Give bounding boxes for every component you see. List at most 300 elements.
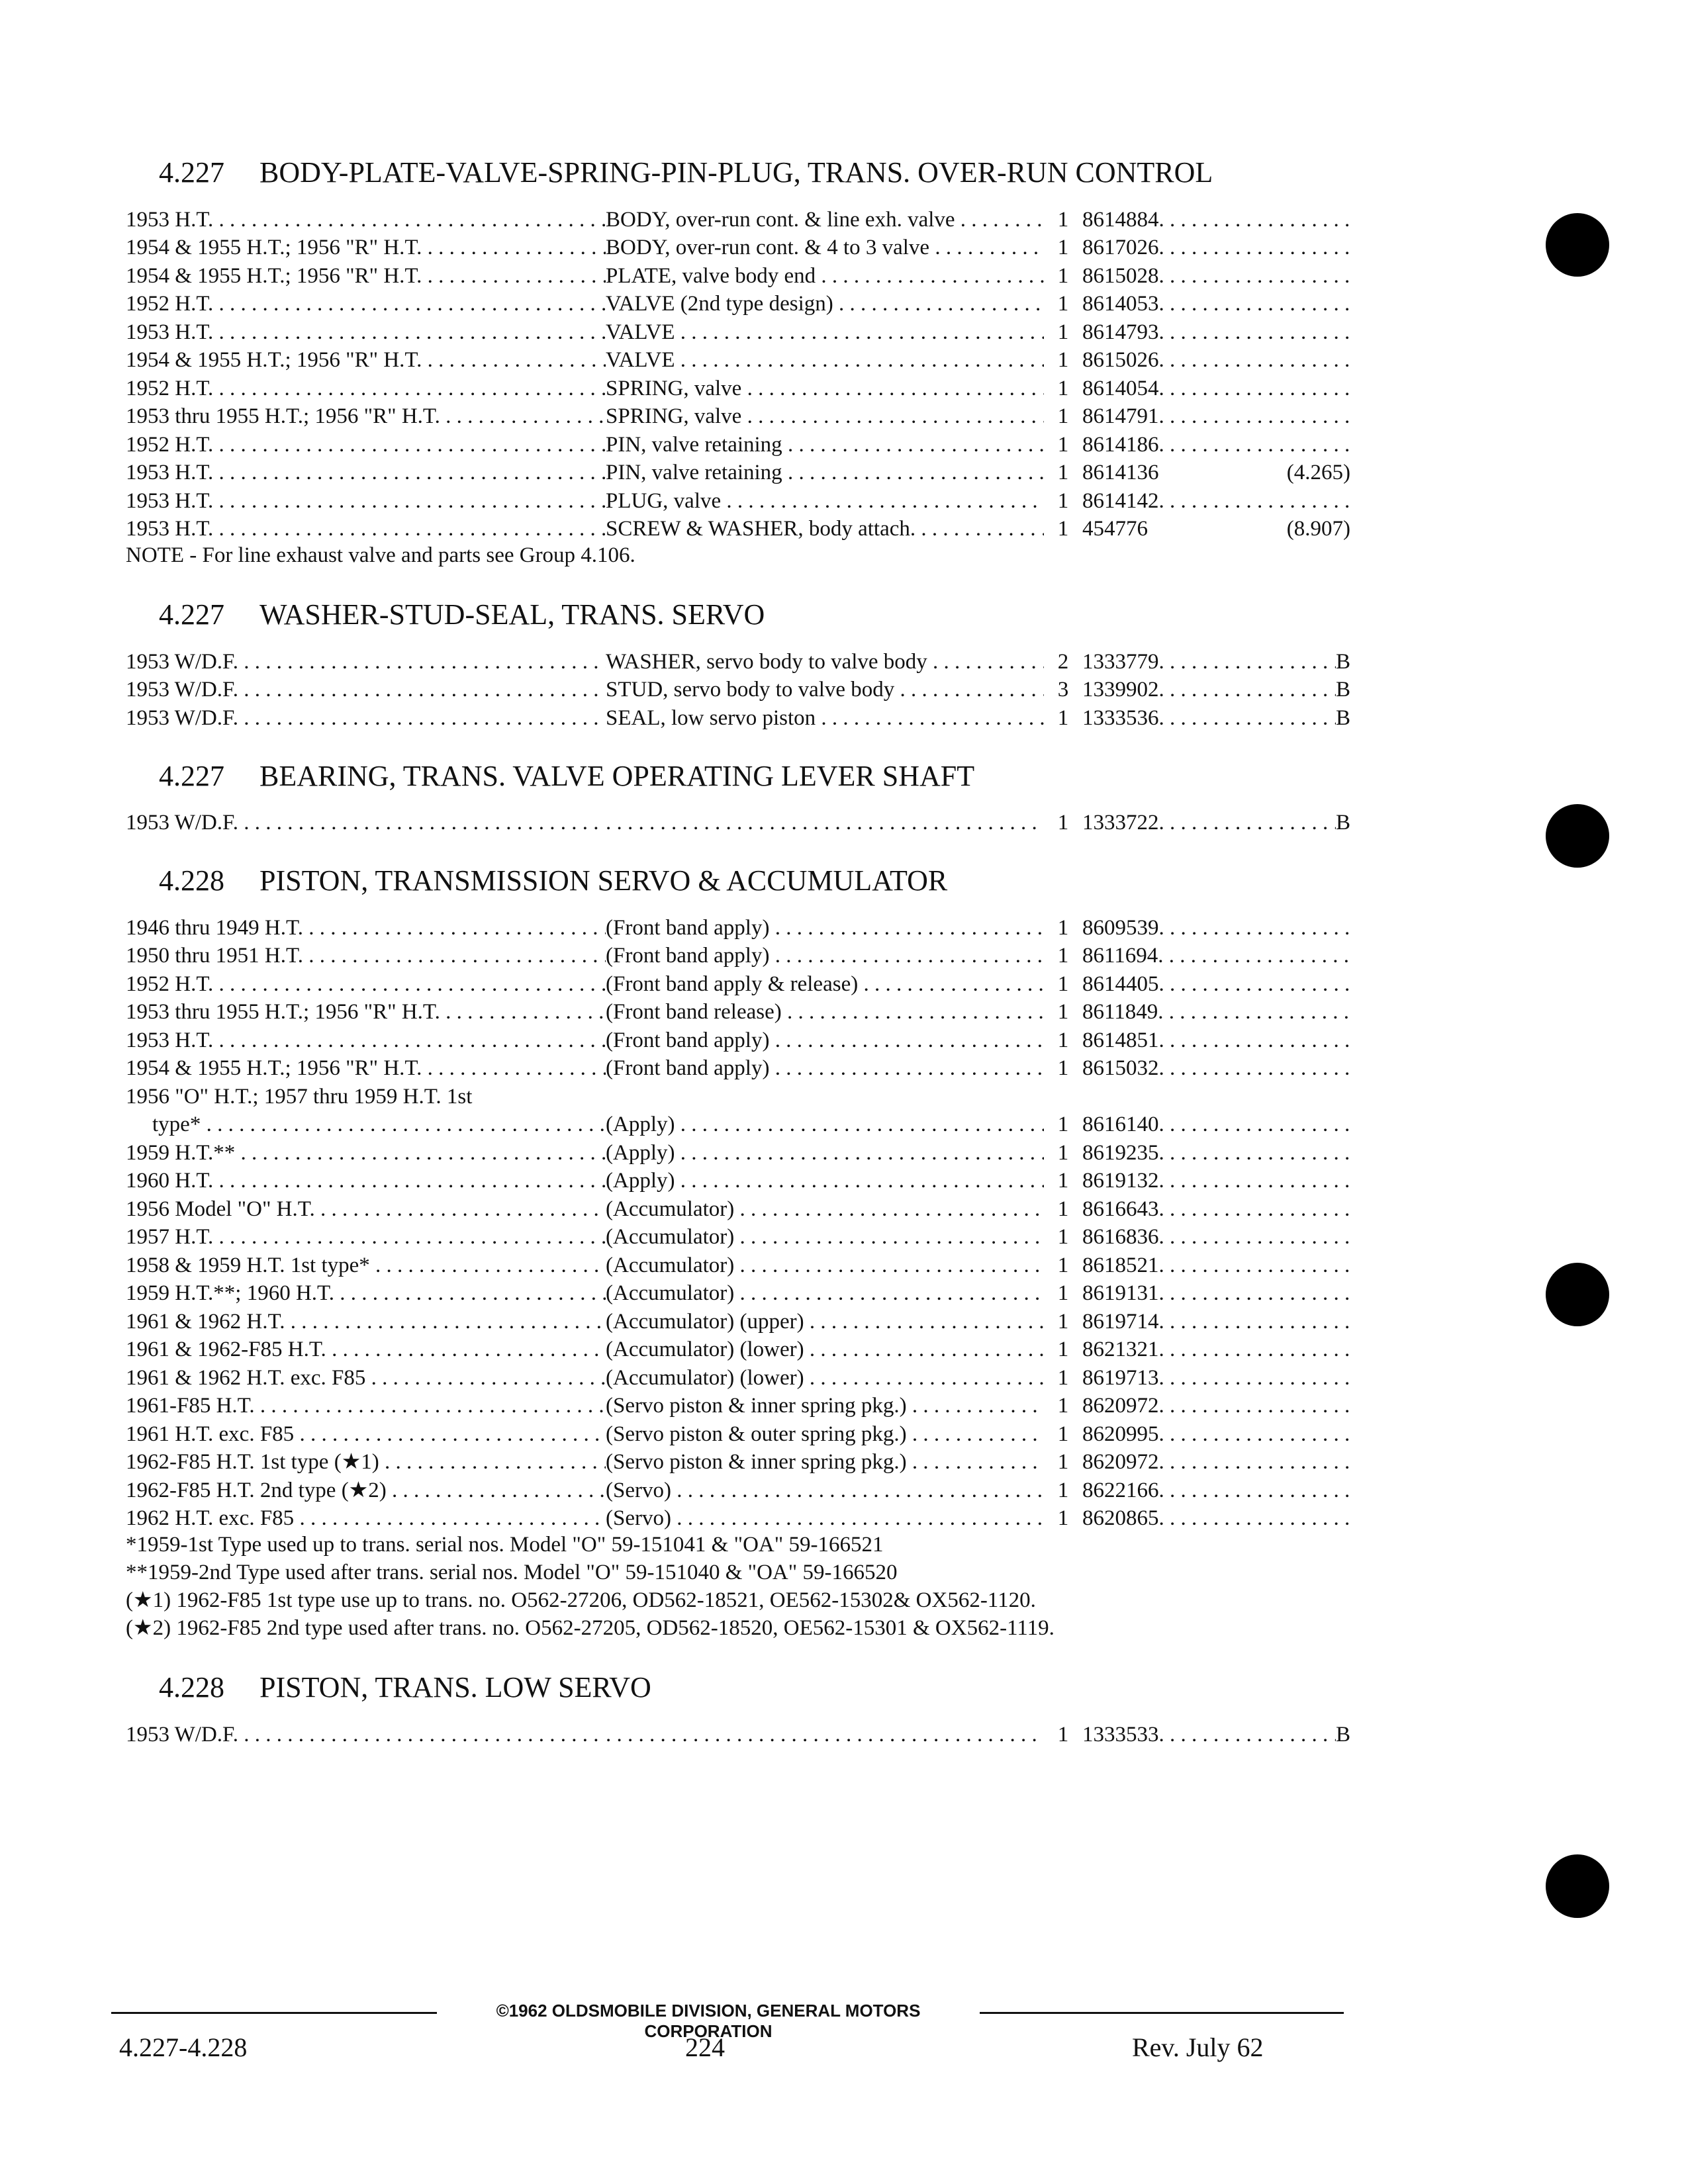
quantity-cell: 1 bbox=[1057, 461, 1069, 484]
description-text: (Front band release) . . . bbox=[606, 1000, 1044, 1024]
quantity-cell: 1 bbox=[1057, 811, 1069, 835]
part-line bbox=[1082, 1281, 1350, 1306]
description-cell bbox=[606, 1165, 1044, 1194]
part-number: 8614405 bbox=[1082, 972, 1159, 996]
parts-section bbox=[126, 1671, 1350, 1747]
part-number: 8619131 bbox=[1082, 1281, 1159, 1305]
section-note: **1959-2nd Type used after trans. serial nos. Model "O" 59-151040 & "OA" 59-166520 bbox=[126, 1561, 898, 1584]
model-cell bbox=[126, 289, 606, 317]
parts-row bbox=[126, 1306, 1350, 1334]
parts-row bbox=[126, 1109, 1350, 1138]
description-cell bbox=[606, 260, 1044, 289]
description-cell bbox=[606, 1390, 1044, 1419]
part-number-cell bbox=[1082, 1165, 1350, 1194]
dot-leader bbox=[1159, 972, 1351, 997]
dot-leader bbox=[1159, 1450, 1351, 1475]
model-text: 1961 & 1962 H.T. exc. F85 . . . bbox=[126, 1366, 606, 1390]
part-line bbox=[1082, 348, 1350, 373]
dot-leader bbox=[1159, 1281, 1351, 1306]
parts-row bbox=[126, 1503, 1350, 1531]
part-number-cell bbox=[1082, 401, 1350, 430]
parts-row bbox=[126, 1222, 1350, 1250]
part-number-cell bbox=[1082, 204, 1350, 232]
parts-row bbox=[126, 204, 1350, 232]
part-number-cell bbox=[1082, 1193, 1350, 1222]
part-line bbox=[1082, 1479, 1350, 1503]
part-number: 8614884 bbox=[1082, 207, 1159, 232]
model-cell bbox=[126, 807, 606, 836]
description-text: WASHER, servo body to valve body . . . bbox=[606, 650, 1044, 674]
description-text: VALVE . . . bbox=[606, 320, 1044, 345]
parts-row bbox=[126, 1362, 1350, 1390]
description-cell bbox=[606, 1109, 1044, 1138]
model-text: 1954 & 1955 H.T.; 1956 "R" H.T. . . . bbox=[126, 236, 606, 260]
description-cell bbox=[606, 1193, 1044, 1222]
part-number: 8615028 bbox=[1082, 263, 1159, 288]
dot-leader bbox=[1159, 1338, 1351, 1362]
description-text: SPRING, valve . . . bbox=[606, 377, 1044, 401]
description-cell bbox=[606, 702, 1044, 731]
description-text: (Servo piston & inner spring pkg.) . . . bbox=[606, 1394, 1044, 1418]
quantity-cell: 1 bbox=[1057, 1365, 1069, 1390]
part-line bbox=[1082, 944, 1350, 968]
dot-leader bbox=[1158, 944, 1350, 968]
parts-row bbox=[126, 345, 1350, 373]
model-cell bbox=[126, 997, 606, 1025]
parts-row bbox=[126, 1418, 1350, 1447]
description-cell bbox=[606, 345, 1044, 373]
dot-leader bbox=[1159, 678, 1336, 702]
part-number-cell bbox=[1082, 1418, 1350, 1447]
parts-row bbox=[126, 289, 1350, 317]
part-number-cell bbox=[1082, 1334, 1350, 1363]
part-number: 8614054 bbox=[1082, 376, 1159, 400]
dot-leader bbox=[1158, 1000, 1350, 1024]
description-cell bbox=[606, 997, 1044, 1025]
description-text: PIN, valve retaining . . . bbox=[606, 461, 1044, 485]
parts-row bbox=[126, 316, 1350, 345]
parts-table bbox=[126, 646, 1350, 731]
model-cell bbox=[126, 1109, 606, 1138]
dot-leader bbox=[1159, 1723, 1336, 1747]
model-cell bbox=[126, 1137, 606, 1165]
part-number-cell bbox=[1082, 1222, 1350, 1250]
quantity-cell: 1 bbox=[1057, 944, 1069, 968]
model-cell bbox=[126, 1503, 606, 1531]
model-cell bbox=[126, 1390, 606, 1419]
quantity-cell: 1 bbox=[1057, 1506, 1069, 1530]
model-text: 1952 H.T. . . . bbox=[126, 433, 606, 457]
part-number-cell bbox=[1082, 1081, 1350, 1109]
section-title: BODY-PLATE-VALVE-SPRING-PIN-PLUG, TRANS. OVER-RUN CONTROL bbox=[259, 156, 1213, 189]
part-number-cell bbox=[1082, 1719, 1350, 1747]
dot-leader bbox=[1159, 1253, 1351, 1278]
part-number-cell bbox=[1082, 345, 1350, 373]
part-line bbox=[1082, 1141, 1350, 1165]
part-number-cell bbox=[1082, 1447, 1350, 1475]
description-cell bbox=[606, 485, 1044, 514]
description-text: (Front band apply & release) . . . bbox=[606, 972, 1044, 997]
source-code: B bbox=[1335, 811, 1350, 835]
description-cell bbox=[606, 1081, 1044, 1109]
model-text: 1956 Model "O" H.T. . . . bbox=[126, 1197, 606, 1222]
part-number-cell bbox=[1082, 1306, 1350, 1334]
part-number-cell bbox=[1082, 514, 1350, 542]
part-number-cell bbox=[1082, 807, 1350, 836]
quantity-cell: 1 bbox=[1057, 1000, 1069, 1024]
part-number-cell bbox=[1082, 940, 1350, 969]
parts-row bbox=[126, 1250, 1350, 1278]
quantity-cell: 1 bbox=[1057, 236, 1069, 259]
model-cell bbox=[126, 940, 606, 969]
model-text: 1953 H.T. . . . bbox=[126, 1028, 606, 1053]
source-code: B bbox=[1335, 649, 1350, 674]
quantity-cell: 3 bbox=[1057, 678, 1069, 702]
model-text: 1961 & 1962 H.T. . . . bbox=[126, 1310, 606, 1334]
dot-leader bbox=[1159, 264, 1351, 289]
part-number-cell bbox=[1082, 457, 1350, 486]
part-number-cell bbox=[1082, 1503, 1350, 1531]
model-text: 1953 W/D.F. . . . bbox=[126, 650, 606, 674]
part-number: 8619132 bbox=[1082, 1169, 1159, 1193]
parts-row bbox=[126, 1390, 1350, 1419]
dot-leader bbox=[1159, 1422, 1351, 1447]
description-text: (Accumulator) (lower) . . . bbox=[606, 1366, 1044, 1390]
part-number: 8609539 bbox=[1082, 915, 1159, 940]
model-cell bbox=[126, 514, 606, 542]
part-line bbox=[1082, 1225, 1350, 1250]
part-number-cell bbox=[1082, 1390, 1350, 1419]
dot-leader bbox=[1159, 1113, 1351, 1137]
model-cell bbox=[126, 912, 606, 940]
reference-group: (4.265) bbox=[1286, 461, 1350, 484]
model-cell bbox=[126, 1475, 606, 1503]
model-text: 1962-F85 H.T. 2nd type (★2) . . . bbox=[126, 1477, 606, 1503]
part-number-cell bbox=[1082, 968, 1350, 997]
dot-leader bbox=[1159, 706, 1336, 731]
model-text: 1953 H.T. . . . bbox=[126, 517, 606, 541]
model-cell bbox=[126, 316, 606, 345]
part-line bbox=[1082, 377, 1350, 401]
model-cell bbox=[126, 345, 606, 373]
part-number: 1333722 bbox=[1082, 811, 1159, 835]
part-number-cell bbox=[1082, 912, 1350, 940]
model-text: 1953 W/D.F. . . . bbox=[126, 678, 606, 702]
dot-leader bbox=[1159, 1197, 1351, 1222]
part-number: 1333779 bbox=[1082, 649, 1159, 674]
footer-page-number: 224 bbox=[685, 2032, 725, 2062]
parts-row bbox=[126, 485, 1350, 514]
section-number: 4.227 bbox=[159, 156, 224, 189]
model-text: 1961-F85 H.T. . . . bbox=[126, 1394, 606, 1418]
description-text: (Servo) . . . bbox=[606, 1506, 1044, 1531]
quantity-cell: 1 bbox=[1057, 488, 1069, 513]
part-number: 8620995 bbox=[1082, 1422, 1159, 1446]
part-line bbox=[1082, 1253, 1350, 1278]
quantity-cell: 1 bbox=[1057, 1169, 1069, 1193]
model-cell bbox=[126, 1053, 606, 1081]
description-text: SEAL, low servo piston . . . bbox=[606, 706, 1044, 731]
part-number: 8619235 bbox=[1082, 1140, 1159, 1165]
model-text: 1960 H.T. . . . bbox=[126, 1169, 606, 1193]
parts-section bbox=[126, 156, 1350, 569]
footer-group-range: 4.227-4.228 bbox=[119, 2032, 248, 2062]
model-text: 1953 thru 1955 H.T.; 1956 "R" H.T. . . . bbox=[126, 404, 606, 429]
description-cell bbox=[606, 674, 1044, 703]
parts-row bbox=[126, 1334, 1350, 1363]
part-number: 1339902 bbox=[1082, 678, 1159, 702]
parts-row bbox=[126, 940, 1350, 969]
part-line bbox=[1082, 811, 1350, 835]
model-cell bbox=[126, 1165, 606, 1194]
part-line bbox=[1082, 264, 1350, 289]
description-text bbox=[606, 1723, 1044, 1747]
quantity-cell: 1 bbox=[1057, 320, 1069, 344]
description-text: PLATE, valve body end . . . bbox=[606, 264, 1044, 289]
parts-row bbox=[126, 912, 1350, 940]
dot-leader bbox=[1159, 1141, 1351, 1165]
description-cell bbox=[606, 1475, 1044, 1503]
part-number: 1333533 bbox=[1082, 1722, 1159, 1747]
model-cell bbox=[126, 485, 606, 514]
part-line bbox=[1082, 292, 1350, 316]
model-text: 1953 H.T. . . . bbox=[126, 461, 606, 485]
section-heading bbox=[126, 156, 1350, 189]
parts-row bbox=[126, 1719, 1350, 1747]
part-number-cell bbox=[1082, 429, 1350, 457]
model-cell bbox=[126, 968, 606, 997]
part-number: 8620865 bbox=[1082, 1506, 1159, 1530]
model-cell bbox=[126, 1024, 606, 1053]
quantity-cell: 1 bbox=[1057, 348, 1069, 372]
part-number: 8614793 bbox=[1082, 320, 1159, 344]
model-text: 1958 & 1959 H.T. 1st type* . . . bbox=[126, 1253, 606, 1278]
quantity-cell: 1 bbox=[1057, 292, 1069, 316]
part-line bbox=[1082, 1310, 1350, 1334]
model-cell bbox=[126, 373, 606, 401]
dot-leader bbox=[1159, 1366, 1351, 1390]
quantity-cell: 1 bbox=[1057, 1478, 1069, 1502]
dot-leader bbox=[1159, 1028, 1351, 1053]
part-number-cell bbox=[1082, 1109, 1350, 1138]
quantity-cell: 1 bbox=[1057, 1722, 1069, 1747]
section-heading bbox=[126, 760, 1350, 793]
section-heading bbox=[126, 598, 1350, 631]
model-cell bbox=[126, 702, 606, 731]
part-line bbox=[1082, 433, 1350, 457]
part-number: 8611694 bbox=[1082, 944, 1158, 968]
description-cell bbox=[606, 1278, 1044, 1306]
parts-row bbox=[126, 232, 1350, 261]
parts-row bbox=[126, 1193, 1350, 1222]
part-line bbox=[1082, 1394, 1350, 1418]
description-text: (Accumulator) (lower) . . . bbox=[606, 1338, 1044, 1362]
description-cell bbox=[606, 204, 1044, 232]
part-number: 8614136 bbox=[1082, 461, 1159, 484]
dot-leader bbox=[1159, 208, 1351, 232]
dot-leader bbox=[1159, 1056, 1351, 1081]
quantity-cell: 1 bbox=[1057, 404, 1069, 428]
part-number-cell bbox=[1082, 1278, 1350, 1306]
quantity-cell: 1 bbox=[1057, 432, 1069, 457]
quantity-cell: 2 bbox=[1057, 649, 1069, 674]
dot-leader bbox=[1159, 236, 1351, 260]
description-text: BODY, over-run cont. & 4 to 3 valve . . . bbox=[606, 236, 1044, 260]
model-cell bbox=[126, 1334, 606, 1363]
quantity-cell: 1 bbox=[1057, 1309, 1069, 1334]
part-line bbox=[1082, 404, 1350, 429]
part-number: 8616643 bbox=[1082, 1197, 1159, 1221]
model-text: 1953 thru 1955 H.T.; 1956 "R" H.T. . . . bbox=[126, 1000, 606, 1024]
model-text: 1952 H.T. . . . bbox=[126, 972, 606, 997]
section-title: WASHER-STUD-SEAL, TRANS. SERVO bbox=[259, 598, 765, 631]
dot-leader bbox=[1159, 1479, 1351, 1503]
part-number-cell bbox=[1082, 260, 1350, 289]
dot-leader bbox=[1159, 489, 1351, 514]
part-line bbox=[1082, 916, 1350, 940]
part-line bbox=[1082, 1723, 1350, 1747]
dot-leader bbox=[1159, 811, 1336, 835]
model-cell bbox=[126, 1081, 606, 1109]
footer-rule-right bbox=[973, 2012, 1344, 2014]
model-text: 1952 H.T. . . . bbox=[126, 377, 606, 401]
description-text: SCREW & WASHER, body attach. . . . bbox=[606, 517, 1044, 541]
part-line bbox=[1082, 1056, 1350, 1081]
part-line bbox=[1082, 1197, 1350, 1222]
part-line bbox=[1082, 972, 1350, 997]
quantity-cell: 1 bbox=[1057, 376, 1069, 400]
part-number: 8614186 bbox=[1082, 432, 1159, 457]
part-number: 8620972 bbox=[1082, 1450, 1159, 1474]
part-number-cell bbox=[1082, 373, 1350, 401]
parts-row bbox=[126, 1024, 1350, 1053]
quantity-cell: 1 bbox=[1057, 1225, 1069, 1249]
dot-leader bbox=[1159, 320, 1351, 345]
part-number: 8616140 bbox=[1082, 1113, 1159, 1136]
section-title: BEARING, TRANS. VALVE OPERATING LEVER SHAFT bbox=[259, 759, 975, 792]
description-cell bbox=[606, 1222, 1044, 1250]
parts-row bbox=[126, 674, 1350, 703]
part-number: 1333536 bbox=[1082, 705, 1159, 730]
parts-table bbox=[126, 807, 1350, 836]
part-number: 8618521 bbox=[1082, 1253, 1159, 1277]
part-line bbox=[1082, 706, 1350, 731]
part-number: 8614851 bbox=[1082, 1028, 1159, 1052]
part-line bbox=[1082, 517, 1350, 541]
part-line bbox=[1082, 208, 1350, 232]
part-number-cell bbox=[1082, 646, 1350, 674]
part-number: 8621321 bbox=[1082, 1338, 1159, 1361]
description-text: STUD, servo body to valve body . . . bbox=[606, 678, 1044, 702]
quantity-cell: 1 bbox=[1057, 915, 1069, 940]
parts-section bbox=[126, 864, 1350, 1642]
binder-hole-3 bbox=[1546, 1263, 1609, 1326]
quantity-cell: 1 bbox=[1057, 1338, 1069, 1361]
quantity-cell: 1 bbox=[1057, 1394, 1069, 1418]
model-text: 1953 H.T. . . . bbox=[126, 208, 606, 232]
part-number-cell bbox=[1082, 1137, 1350, 1165]
model-text: 1961 & 1962-F85 H.T. . . . bbox=[126, 1338, 606, 1362]
part-number-cell bbox=[1082, 1362, 1350, 1390]
dot-leader bbox=[1159, 916, 1351, 940]
section-note: (★2) 1962-F85 2nd type used after trans. no. O562-27205, OD562-18520, OE562-15301 & OX562-1119. bbox=[126, 1616, 1055, 1640]
model-text: 1953 W/D.F. . . . bbox=[126, 811, 606, 835]
dot-leader bbox=[1159, 650, 1336, 674]
description-cell bbox=[606, 940, 1044, 969]
section-number: 4.227 bbox=[159, 759, 224, 792]
dot-leader bbox=[1159, 433, 1351, 457]
quantity-cell: 1 bbox=[1057, 1028, 1069, 1052]
model-cell bbox=[126, 1222, 606, 1250]
description-text: (Apply) . . . bbox=[606, 1141, 1044, 1165]
model-text: 1953 W/D.F. . . . bbox=[126, 1723, 606, 1747]
model-text: 1962-F85 H.T. 1st type (★1) . . . bbox=[126, 1448, 606, 1475]
description-text: (Accumulator) . . . bbox=[606, 1225, 1044, 1250]
description-cell bbox=[606, 514, 1044, 542]
model-text: 1952 H.T. . . . bbox=[126, 292, 606, 316]
part-line bbox=[1082, 489, 1350, 514]
part-number-cell bbox=[1082, 1250, 1350, 1278]
description-text: (Accumulator) . . . bbox=[606, 1281, 1044, 1306]
part-number: 8619714 bbox=[1082, 1309, 1159, 1334]
dot-leader bbox=[1159, 348, 1351, 373]
parts-row bbox=[126, 702, 1350, 731]
quantity-cell: 1 bbox=[1057, 1113, 1069, 1136]
part-line bbox=[1082, 1169, 1350, 1193]
part-number: 8617026 bbox=[1082, 236, 1159, 259]
description-text: (Apply) . . . bbox=[606, 1113, 1044, 1137]
parts-section bbox=[126, 598, 1350, 731]
description-text: (Apply) . . . bbox=[606, 1169, 1044, 1193]
parts-section bbox=[126, 760, 1350, 836]
part-number: 454776 bbox=[1082, 517, 1148, 541]
dot-leader bbox=[1159, 404, 1351, 429]
description-cell bbox=[606, 1362, 1044, 1390]
description-text: (Front band apply) . . . bbox=[606, 944, 1044, 968]
binder-hole-2 bbox=[1546, 804, 1609, 868]
part-number-cell bbox=[1082, 289, 1350, 317]
quantity-cell bbox=[1044, 1081, 1082, 1109]
binder-hole-4 bbox=[1546, 1854, 1609, 1918]
source-code: B bbox=[1335, 1722, 1350, 1747]
description-text: VALVE . . . bbox=[606, 348, 1044, 373]
parts-row bbox=[126, 968, 1350, 997]
quantity-cell: 1 bbox=[1057, 705, 1069, 730]
dot-leader bbox=[1159, 1169, 1351, 1193]
quantity-cell: 1 bbox=[1057, 1422, 1069, 1446]
part-number: 8614053 bbox=[1082, 292, 1159, 316]
parts-row bbox=[126, 1137, 1350, 1165]
parts-row bbox=[126, 457, 1350, 486]
description-text: (Accumulator) . . . bbox=[606, 1197, 1044, 1222]
parts-row bbox=[126, 1278, 1350, 1306]
model-cell bbox=[126, 260, 606, 289]
model-cell bbox=[126, 232, 606, 261]
section-number: 4.227 bbox=[159, 598, 224, 631]
parts-row bbox=[126, 646, 1350, 674]
part-number: 8614142 bbox=[1082, 488, 1159, 513]
quantity-cell: 1 bbox=[1057, 207, 1069, 232]
part-line bbox=[1082, 236, 1350, 260]
description-cell bbox=[606, 1418, 1044, 1447]
model-text: type* . . . bbox=[126, 1113, 606, 1137]
quantity-cell: 1 bbox=[1057, 263, 1069, 288]
dot-leader bbox=[1159, 1225, 1351, 1250]
part-number-cell bbox=[1082, 485, 1350, 514]
part-number-cell bbox=[1082, 1024, 1350, 1053]
part-line bbox=[1082, 1113, 1350, 1137]
part-line bbox=[1082, 320, 1350, 345]
